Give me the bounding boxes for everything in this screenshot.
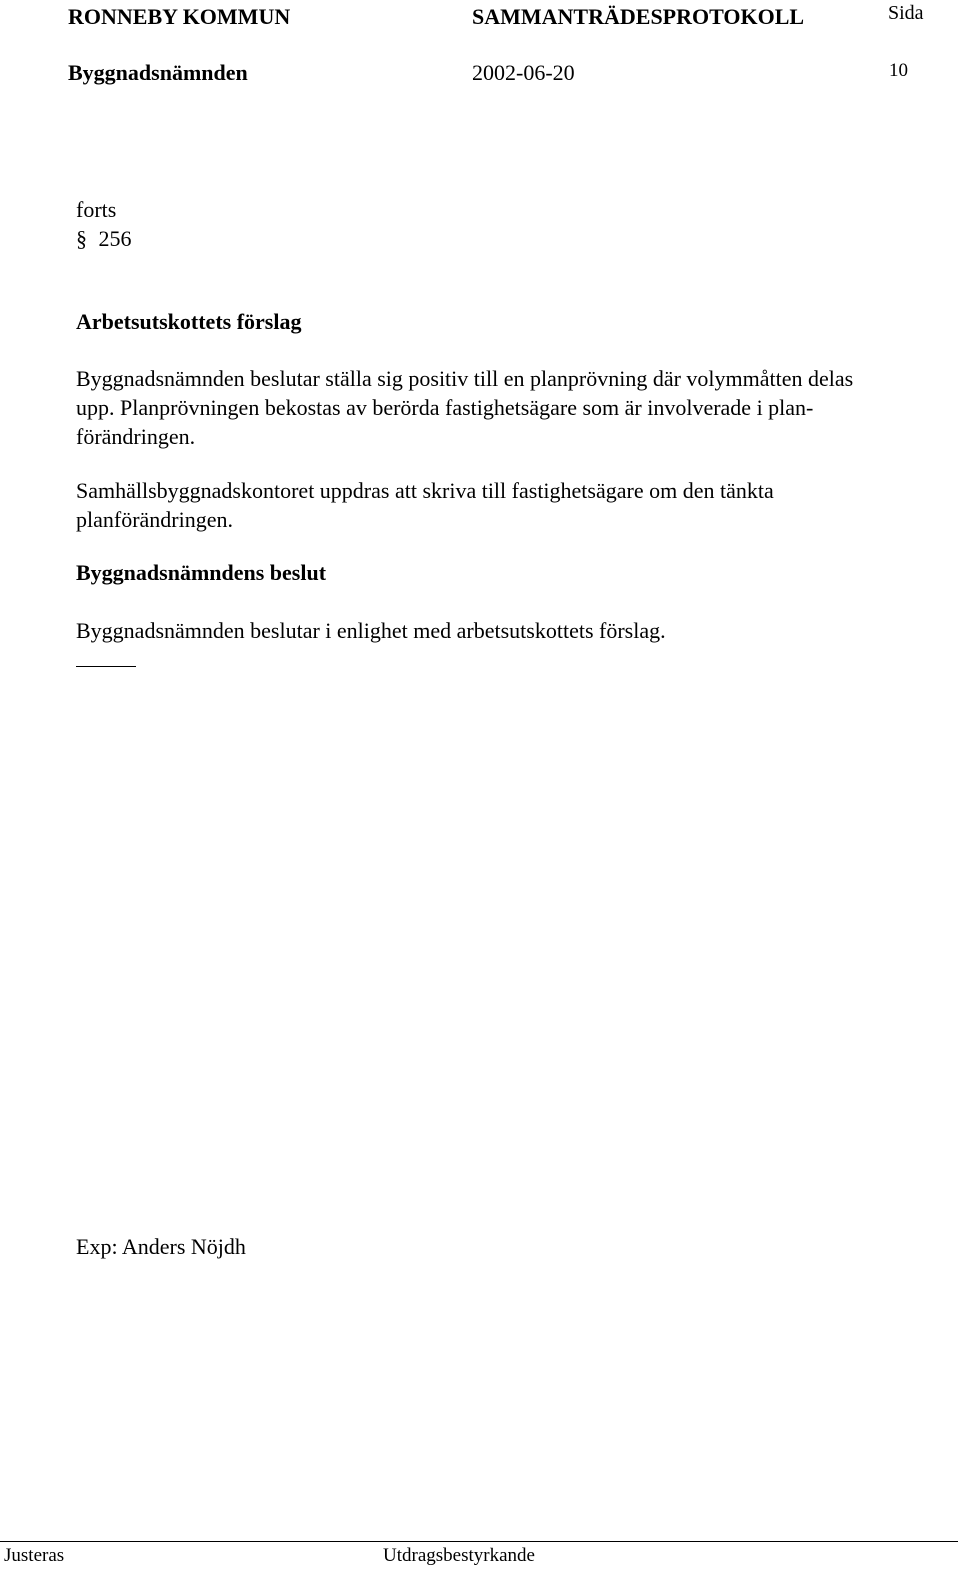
distribution-text: Exp: Anders Nöjdh	[76, 1234, 246, 1259]
proposal-paragraph-2	[76, 476, 946, 534]
proposal-paragraph-1-line-3: förändringen.	[76, 424, 196, 449]
proposal-paragraph-1-line-1: Byggnadsnämnden beslutar ställa sig positiv till en planprövning där volymmåtten delas	[76, 366, 854, 391]
proposal-paragraph-2-line-1: Samhällsbyggnadskontoret uppdras att skriva till fastighetsägare om den tänkta	[76, 478, 774, 503]
footer-rule	[0, 1541, 958, 1542]
footer-justeras: Justeras	[4, 1545, 65, 1566]
footer-utdragsbestyrkande: Utdragsbestyrkande	[383, 1545, 535, 1566]
proposal-paragraph-1	[76, 364, 946, 451]
section-end-rule	[76, 666, 136, 667]
page-number: 10	[889, 60, 908, 81]
committee-name: Byggnadsnämnden	[68, 60, 248, 85]
municipality-name: RONNEBY KOMMUN	[68, 4, 291, 29]
page-label: Sida	[888, 2, 924, 24]
decision-text: Byggnadsnämnden beslutar i enlighet med arbetsutskottets förslag.	[76, 618, 666, 643]
section-reference	[76, 224, 132, 253]
document-type: SAMMANTRÄDESPROTOKOLL	[472, 4, 805, 29]
paragraph-sign: §	[76, 226, 87, 251]
meeting-date: 2002-06-20	[472, 60, 575, 85]
paragraph-number: 256	[98, 226, 132, 251]
continued-label: forts	[76, 197, 117, 222]
decision-heading: Byggnadsnämndens beslut	[76, 560, 327, 585]
proposal-paragraph-1-line-2: upp. Planprövningen bekostas av berörda fastighetsägare som är involverade i plan-	[76, 395, 814, 420]
proposal-paragraph-2-line-2: planförändringen.	[76, 507, 233, 532]
proposal-heading: Arbetsutskottets förslag	[76, 309, 302, 334]
